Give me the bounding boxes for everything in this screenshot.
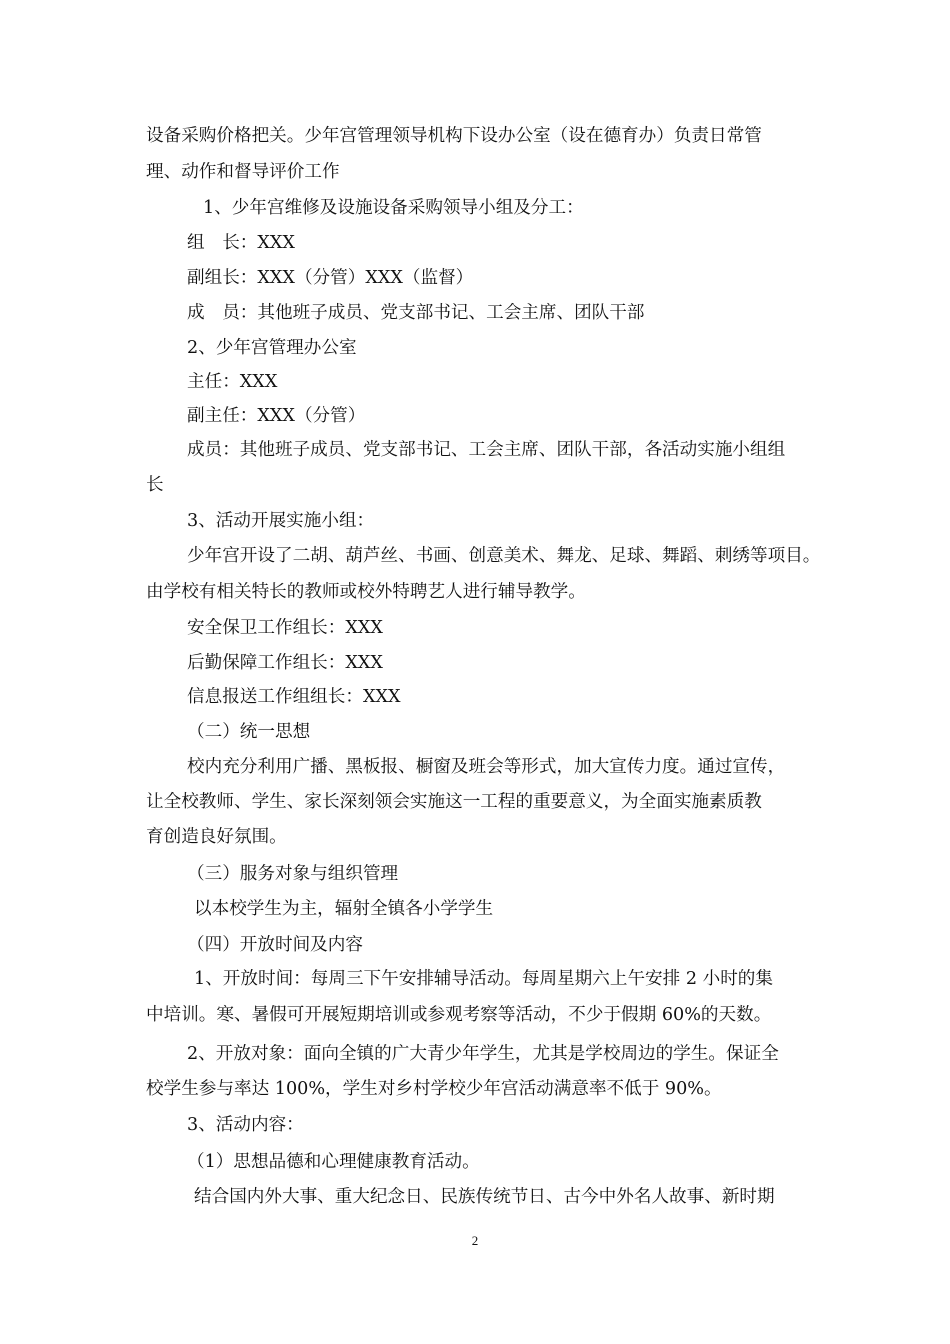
text-line: 3、活动开展实施小组： bbox=[187, 511, 375, 531]
text-line: 结合国内外大事、重大纪念日、民族传统节日、古今中外名人故事、新时期 bbox=[194, 1187, 775, 1207]
text-line: 育创造良好氛围。 bbox=[146, 827, 287, 847]
text-line: 设备采购价格把关。少年宫管理领导机构下设办公室（设在德育办）负责日常管 bbox=[146, 126, 762, 146]
page-number: 2 bbox=[471, 1233, 479, 1248]
section-heading: （二）统一思想 bbox=[187, 722, 311, 742]
text-line: 校学生参与率达 100%，学生对乡村学校少年宫活动满意率不低于 90%。 bbox=[146, 1079, 722, 1099]
text-line: 让全校教师、学生、家长深刻领会实施这一工程的重要意义，为全面实施素质教 bbox=[146, 792, 762, 812]
text-line: 副主任：XXX（分管） bbox=[187, 406, 366, 426]
text-line: 成 员：其他班子成员、党支部书记、工会主席、团队干部 bbox=[187, 303, 645, 323]
text-line: 校内充分利用广播、黑板报、橱窗及班会等形式，加大宣传力度。通过宣传， bbox=[187, 757, 786, 777]
text-line: 成员：其他班子成员、党支部书记、工会主席、团队干部，各活动实施小组组 bbox=[187, 440, 786, 460]
text-line: 长 bbox=[146, 475, 164, 495]
text-line: 1、少年宫维修及设施设备采购领导小组及分工： bbox=[203, 198, 584, 218]
text-line: 主任：XXX bbox=[187, 372, 278, 392]
text-line: 3、活动内容： bbox=[187, 1115, 304, 1135]
text-line: 后勤保障工作组长：XXX bbox=[187, 653, 383, 673]
section-heading: （三）服务对象与组织管理 bbox=[187, 864, 399, 884]
text-line: 少年宫开设了二胡、葫芦丝、书画、创意美术、舞龙、足球、舞蹈、刺绣等项目。 bbox=[187, 546, 821, 566]
text-line: 由学校有相关特长的教师或校外特聘艺人进行辅导教学。 bbox=[146, 582, 586, 602]
text-line: 2、开放对象：面向全镇的广大青少年学生，尤其是学校周边的学生。保证全 bbox=[187, 1044, 779, 1064]
text-line: 中培训。寒、暑假可开展短期培训或参观考察等活动，不少于假期 60%的天数。 bbox=[146, 1005, 772, 1025]
text-line: 安全保卫工作组长：XXX bbox=[187, 618, 383, 638]
section-heading: （四）开放时间及内容 bbox=[187, 935, 363, 955]
text-line: 理、动作和督导评价工作 bbox=[146, 162, 340, 182]
text-line: 副组长：XXX（分管）XXX（监督） bbox=[187, 268, 474, 288]
text-line: 1、开放时间：每周三下午安排辅导活动。每周星期六上午安排 2 小时的集 bbox=[194, 969, 773, 989]
text-line: 组 长：XXX bbox=[187, 233, 295, 253]
text-line: 2、少年宫管理办公室 bbox=[187, 338, 357, 358]
text-line: 信息报送工作组组长：XXX bbox=[187, 687, 401, 707]
text-line: （1）思想品德和心理健康教育活动。 bbox=[187, 1152, 480, 1172]
text-line: 以本校学生为主，辐射全镇各小学学生 bbox=[194, 899, 494, 919]
